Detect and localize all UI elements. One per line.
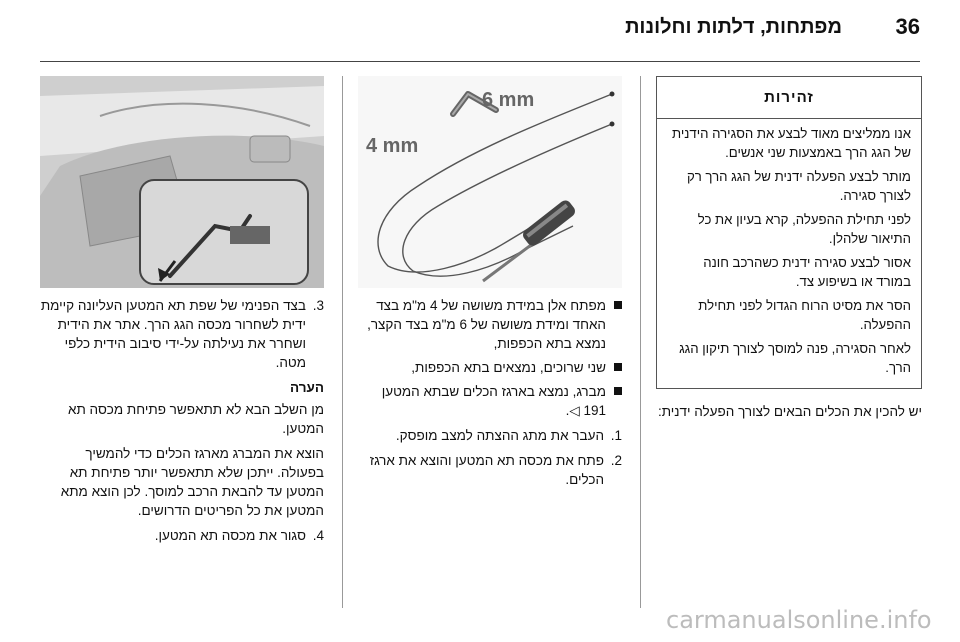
list-item-text: מפתח אלן במידת משושה של 4 מ"מ בצד האחד ומידת משושה של 6 מ"מ בצד הקצר, נמצא בתא הכפפות, xyxy=(367,298,606,351)
bullet-square-icon xyxy=(614,301,622,309)
step-number: 4. xyxy=(312,528,324,543)
warning-paragraph: אנו ממליצים מאוד לבצע את הסגירה הידנית של הגג הרך באמצעות שני אנשים. xyxy=(672,126,911,160)
left-column-text xyxy=(40,296,324,551)
trunk-illustration xyxy=(40,76,324,288)
column-divider-left xyxy=(342,76,343,608)
list-item-text: מברג, נמצא בארגז הכלים שבתא המטען 191 ◁. xyxy=(381,384,606,418)
warning-box xyxy=(656,76,922,389)
list-item xyxy=(358,382,622,420)
page-number: 36 xyxy=(895,14,920,39)
steps-list-continued xyxy=(40,296,324,372)
list-item xyxy=(358,296,622,353)
step-number: 1. xyxy=(610,428,622,443)
step-text: בצד הפנימי של שפת תא המטען העליונה קיימת ידית לשחרור מכסה הגג הרך. אתר את הידית ושחרר את נעילתה על-ידי סיבוב הידית כלפי מטה. xyxy=(40,298,306,370)
warning-paragraphs xyxy=(657,119,921,377)
warning-paragraph: הסר את מסיט הרוח הגדול לפני תחילת ההפעלה. xyxy=(698,298,911,332)
chapter-title: מפתחות, דלתות וחלונות xyxy=(625,16,842,38)
step-item xyxy=(40,296,324,372)
watermark: carmanualsonline.info xyxy=(666,606,932,634)
note-paragraph: הוצא את המברג מארגז הכלים כדי להמשיך בפעולה. ייתכן שלא תתאפשר יותר פתיחת תא המטען עד להבאת הרכב למוסך. לכן הוצא מתא המטען את כל הפריטים הדרושים. xyxy=(60,446,324,518)
step-item xyxy=(358,426,622,445)
header-divider xyxy=(40,61,920,62)
warning-paragraph: אסור לבצע סגירה ידנית כשהרכב חונה במורד או בשיפוע צד. xyxy=(703,255,911,289)
list-item-text: שני שרוכים, נמצאים בתא הכפפות, xyxy=(411,360,606,375)
bullet-square-icon xyxy=(614,363,622,371)
steps-list-final xyxy=(40,526,324,545)
column-divider-right xyxy=(640,76,641,608)
step-number: 2. xyxy=(610,453,622,468)
step-item xyxy=(40,526,324,545)
warning-title: זהירות xyxy=(657,77,921,119)
warning-paragraph: לפני תחילת ההפעלה, קרא בעיון את כל התיאור שלהלן. xyxy=(697,212,911,246)
label-6mm: 6 mm xyxy=(482,89,535,111)
middle-column-text xyxy=(358,296,622,495)
steps-list xyxy=(358,426,622,489)
note-paragraph: מן השלב הבא לא תתאפשר פתיחת מכסה תא המטען. xyxy=(67,402,324,436)
step-text: פתח את מכסה תא המטען והוצא את ארגז הכלים. xyxy=(369,453,604,487)
list-item xyxy=(358,358,622,377)
tools-list xyxy=(358,296,622,420)
trunk-drawing xyxy=(40,76,324,288)
step-text: העבר את מתג ההצתה למצב מופסק. xyxy=(395,428,604,443)
warning-paragraph: מותר לבצע הפעלה ידנית של הגג הרך רק לצורך סגירה. xyxy=(686,169,911,203)
bullet-square-icon xyxy=(614,387,622,395)
tools-illustration xyxy=(358,76,622,288)
warning-paragraph: לאחר הסגירה, פנה למוסך לצורך תיקון הגג הרך. xyxy=(679,341,911,375)
step-text: סגור את מכסה תא המטען. xyxy=(154,528,306,543)
step-number: 3. xyxy=(312,298,324,313)
page-header xyxy=(0,0,960,64)
step-item xyxy=(358,451,622,489)
tools-drawing xyxy=(358,76,622,288)
note-title: הערה xyxy=(290,380,324,395)
tools-intro-text: יש להכין את הכלים הבאים לצורך הפעלה ידנית: xyxy=(657,404,922,419)
label-4mm: 4 mm xyxy=(366,135,419,157)
